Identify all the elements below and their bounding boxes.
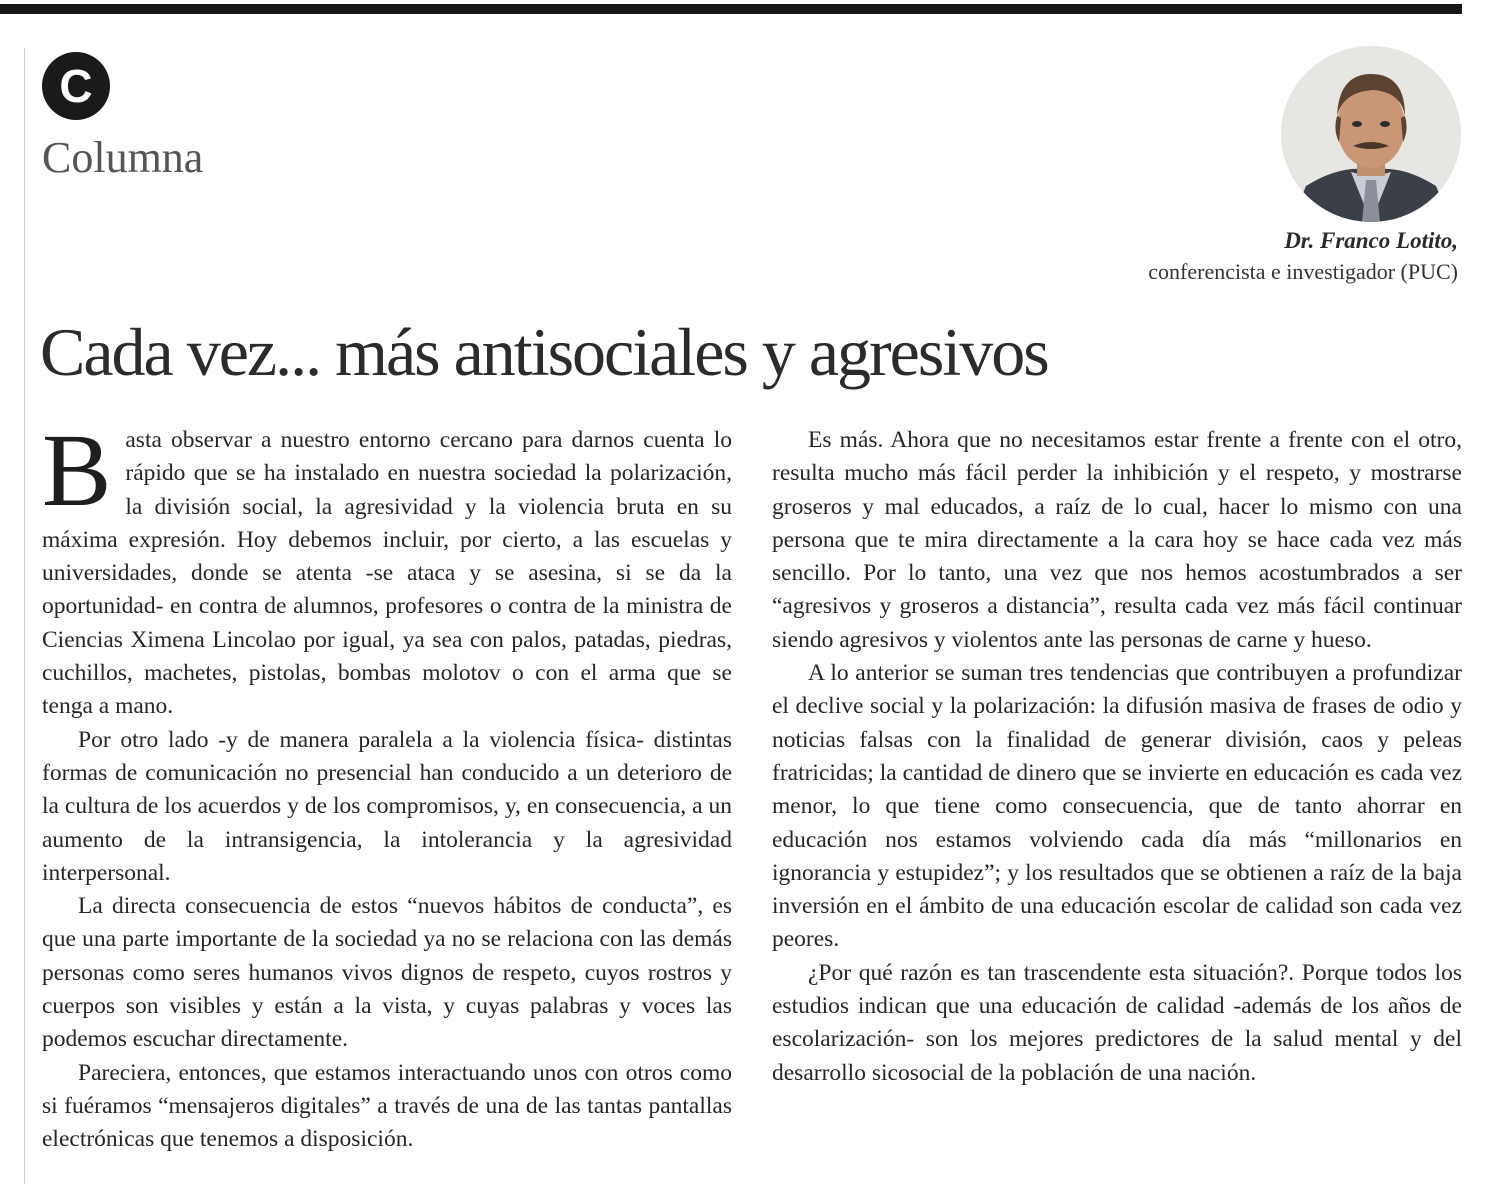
drop-cap: B (42, 413, 112, 528)
top-rule (0, 4, 1462, 14)
paragraph (42, 413, 732, 724)
article-column-right (772, 424, 1462, 1090)
article-column-left (42, 413, 732, 1157)
headline: Cada vez... más antisociales y agresivos (40, 314, 1048, 390)
paragraph-text: asta observar a nuestro entorno cercano para darnos cuenta lo rápido que se ha instalado en nuestra sociedad la polarización, la división social, la agresividad y la violencia bruta en su máxima expresión. Hoy debemos incluir, por cierto, a las escuelas y universidades, donde se atenta -se ataca y se asesina, si se da la oportunidad- en contra de alumnos, profesores o contra de la ministra de Ciencias Ximena Lincolao por igual, ya sea con palos, patadas, piedras, cuchillos, machetes, pistolas, bombas molotov o con el arma que se tenga a mano. (42, 427, 732, 720)
paragraph: La directa consecuencia de estos “nuevos hábitos de conducta”, es que una parte importante de la sociedad ya no se relaciona con las demás personas como seres humanos vivos dignos de respeto, cuyos rostros y cuerpos son visibles y están a la vista, y cuyas palabras y voces las podemos escuchar directamente. (42, 893, 732, 1053)
author-portrait (1281, 46, 1461, 222)
author-photo (1281, 46, 1461, 222)
author-name: Dr. Franco Lotito, (1284, 228, 1458, 253)
section-label: Columna (42, 133, 204, 182)
author-role: conferencista e investigador (PUC) (1148, 259, 1458, 284)
section-badge: C (42, 52, 110, 120)
paragraph: A lo anterior se suman tres tendencias que contribuyen a profundizar el declive social y la polarización: la difusión masiva de frases de odio y noticias falsas con la finalidad de generar división, caos y peleas fratricidas; la cantidad de dinero que se invierte en educación es cada vez menor, lo que tiene como consecuencia, que de tanto ahorrar en educación nos estamos volviendo cada día más “millonarios en ignorancia y estupidez”; y los resultados que se obtienen a raíz de la baja inversión en el ámbito de una educación escolar de calidad son cada vez peores. (772, 660, 1462, 953)
paragraph: Pareciera, entonces, que estamos interactuando unos con otros como si fuéramos “mensajeros digitales” a través de una de las tantas pantallas electrónicas que tenemos a disposición. (42, 1059, 732, 1153)
paragraph: ¿Por qué razón es tan trascendente esta situación?. Porque todos los estudios indican que una educación de calidad -además de los años de escolarización- son los mejores predictores de la salud mental y del desarrollo sicosocial de la población de una nación. (772, 959, 1462, 1086)
paragraph: Es más. Ahora que no necesitamos estar frente a frente con el otro, resulta mucho más fácil perder la inhibición y el respeto, y mostrarse groseros y mal educados, a raíz de lo cual, hacer lo mismo con una persona que te mira directamente a la cara hoy se hace cada vez más sencillo. Por lo tanto, una vez que nos hemos acostumbrados a ser “agresivos y groseros a distancia”, resulta cada vez más fácil continuar siendo agresivos y violentos ante las personas de carne y hueso. (772, 427, 1462, 653)
margin-rule (24, 48, 25, 1184)
paragraph: Por otro lado -y de manera paralela a la violencia física- distintas formas de comunicación no presencial han conducido a un deterioro de la cultura de los acuerdos y de los compromisos, y, en consecuencia, a un aumento de la intransigencia, la intolerancia y la agresividad interpersonal. (42, 726, 732, 886)
